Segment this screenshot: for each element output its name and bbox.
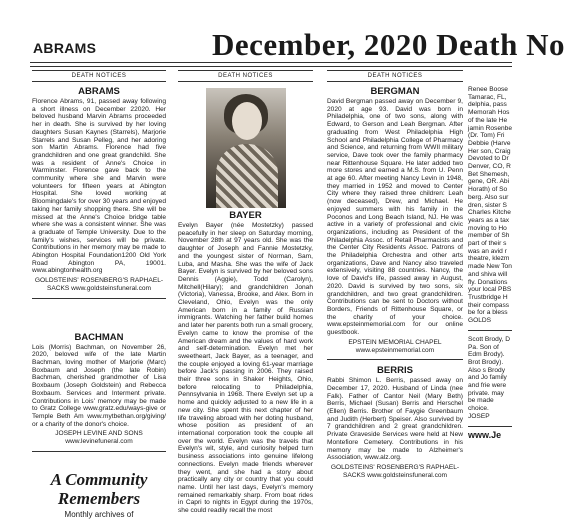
funeral-home-footer: GOLDSTEINS' ROSENBERG'S RAPHAEL-SACKS www.goldsteinsfuneral.com (330, 463, 460, 479)
divider (468, 426, 512, 427)
website-fragment: www.Je (468, 429, 502, 440)
obituary-text: Rabbi Shimon L. Berris, passed away on December 17, 2020. Husband of Linda (nee Falk). Father of Cantor Neil (Mary Beth) Berris, Michael (Susan) Berris and Herschel (Ellen) Berris. Brother of Faygie Greenbaum and Judith (Herbert) Speiser. Also survived by 7 grandchildren and 2 great grandchildren. Private Graveside Services were held at New Montefiore Cemetery. Contributions in his memory may be made to Alzheimer's Association, www.alz.org. (327, 377, 463, 462)
obituary-name: BAYER (229, 210, 262, 221)
divider (327, 359, 463, 360)
header-rule (30, 62, 512, 63)
obituary-text: David Bergman passed away on December 9, 2020 at age 93. David was born in Philadelphia, one of two sons, along with Edward, to Gerson and Leah Bergman. After graduating from West Philadelphia High School and Philadelphia College of Pharmacy and Science, and returning from WWII military service, Dave took over the family pharmacy near Rittenhouse Square. He later added two more stores and earned a M.S. from U. Penn at age 60. After meeting Nancy Levin in 1948, they married in 1952 and moved to Center City where they raised three children: Leah (now deceased), Drew, and Michael. He enjoyed summers with his family in the Poconos and Long Beach Island, NJ. He was active in a variety of professional and civic organizations, including as President of the Philadelphia Assoc. of Retail Pharmacists and the Center City Residents Assoc. Patrons of the Philadelphia Orchestra and other arts organizations, Dave and Nancy also traveled extensively, visiting 88 countries. Nancy, the love of David's life, passed away in August, 2020. David is survived by two sons, six grandchildren, and two great grandchildren. Contributions can be sent to Doctors without Borders, Friends of Rittenhouse Square, or the charity of your choice. www.epsteinmemorial.com for our online guestbook. (327, 98, 463, 337)
column-4-partial (468, 70, 512, 512)
obituary-name: BERGMAN (370, 86, 420, 97)
column-3 (327, 70, 463, 512)
funeral-home-footer: GOLDSTEINS' ROSENBERG'S RAPHAEL-SACKS www.goldsteinsfuneral.com (34, 277, 164, 292)
death-notices-label: DEATH NOTICES (327, 70, 463, 82)
photo-face (232, 102, 262, 140)
promo-subtitle: Monthly archives of (64, 509, 134, 519)
death-notices-label: DEATH NOTICES (32, 70, 166, 82)
obituary-text: Evelyn Bayer (née Mostetzky) passed peacefully in her sleep on Saturday morning, November 28th at 97 years old. She was the daughter of Joseph and Fannie Mostetzky, and the youngest sister of Norman, Sam, Luba, and Masha. She was the wife of Jack Bayer. Evelyn is survived by her beloved sons Dennis (Aggie), Todd (Carolyn), Mitchell(Hilary); and grandchildren Jonah (Victoria), Vanessa, Brooke, and Alex. Born in Cleveland, Ohio, Evelyn was the only American born in a family of Russian immigrants. Watching her father build homes and later her parents both run a small grocery, Evelyn came to know the promise of the American dream and the values of hard work and self-determination. Evelyn met her sweetheart, Jack Bayer, as a teenager, and the couple enjoyed a loving 61-year marriage before Jack's passing in 2006. They raised their three sons in Shaker Heights, Ohio, before relocating to Philadelphia, Pennsylvania in 1968. There Evelyn set up a home and quickly adjusted to a new life in a new city. She spent this next chapter of her life traveling abroad with her doting husband, whose position as president of an international corporation took the couple all over the world. Evelyn was the travels that Evelyn's wit, style, and curiosity helped turn business associations into genuine lifelong connections. Evelyn made friends wherever they went, and she had a story about practically any city or country that you could name. Until her last days, Evelyn's memory remained remarkably sharp. From boat rides in Capri to nights in Egypt during the 1970s, she could readily recall the most (178, 222, 313, 515)
column-2 (178, 70, 313, 515)
funeral-home-footer: EPSTEIN MEMORIAL CHAPEL www.epsteinmemorial.com (348, 338, 442, 354)
promo-title: A Community Remembers (50, 469, 148, 508)
obituary-name: BACHMAN (74, 331, 124, 343)
obituary-name: ABRAMS (78, 86, 120, 97)
column-1 (32, 70, 166, 519)
portrait-photo (206, 88, 286, 208)
divider (32, 298, 166, 299)
obituary-fragment: Renee Boose Tamarac, FL, delphia, pass Memorah Hos of the late He jamin Rosenbe (Dr. Tom) Fri Debbie (Harve Her son, Craig Devoted to Dr Denver, CO, R Bet Shemesh, gene, OR. Abi Horath) of So berg. Also sur dren, sister S Charles Kitche years as a tax moving to Ho member of Sh part of their s was an avid r theatre, klezm made New Ton and shiva will fly. Donations your local PBS Trustbridge H their compass be for a bless (468, 86, 512, 317)
funeral-home-footer: GOLDS (468, 317, 492, 325)
photo-body (216, 144, 278, 208)
spacer (32, 304, 166, 330)
obituary-text: Lois (Morris) Bachman, on November 26, 2020, beloved wife of the late Martin Bachman, loving mother of Marjorie (Marc) Boxbaum and Joseph (the late Robin) Bachman, cherished grandmother of Lisa Boxbaum (Joseph Goldstein) and Rebecca Boxbaum. Services and Interment private. Contributions in Lois' memory may be made to Gratz College www.gratz.edu/ways-give or Temple Beth Am www.mytbethan.org/giving/ or a charity of the donor's choice. (32, 343, 166, 428)
obituary-fragment: Scott Brody, D Pa. Son of Edm Brody). Brot Brody). Also s Brody and Jo family and frie were private. may be made choice. (468, 335, 511, 413)
obituary-name: BERRIS (377, 365, 413, 377)
header-rule-2 (30, 66, 512, 67)
funeral-home-footer: JOSEPH LEVINE AND SONS www.levinefuneral.com (55, 430, 143, 446)
obituary-text: Florence Abrams, 91, passed away following a short illness on December 22020. Her beloved husband Marvin Abrams proceeded her in death. She is survived by her loving daughters Susan Kaynes (Starrels), Marjorie Starrels and Susan Pelleg, and her adoring son Martin Abrams. Florence had five grandchildren and one great grandchild. She was a resident of Anne's Choice in Warminster. Florence gave back to the community where she and Marvin were volunteers for fifteen years at Abington Hospital. She loved working at Bloomingdale's for over 30 years and enjoyed taking her family shopping there. She will be missed at the Anne's Choice bridge table where she was a consistent winner. She was a graduate of Temple University. Due to the family's wishes, services will be private. Contributions in her memory may be made to Abington Hospital Foundation1200 Old York Road Abington PA, 19001. www.abingtonhealth.org (32, 98, 166, 275)
page-title: December, 2020 Death No (212, 27, 565, 62)
divider (468, 330, 512, 331)
funeral-home-footer: JOSEP (468, 412, 490, 420)
death-notices-label: DEATH NOTICES (178, 70, 313, 82)
section-label: ABRAMS (33, 40, 97, 56)
divider (32, 451, 166, 452)
